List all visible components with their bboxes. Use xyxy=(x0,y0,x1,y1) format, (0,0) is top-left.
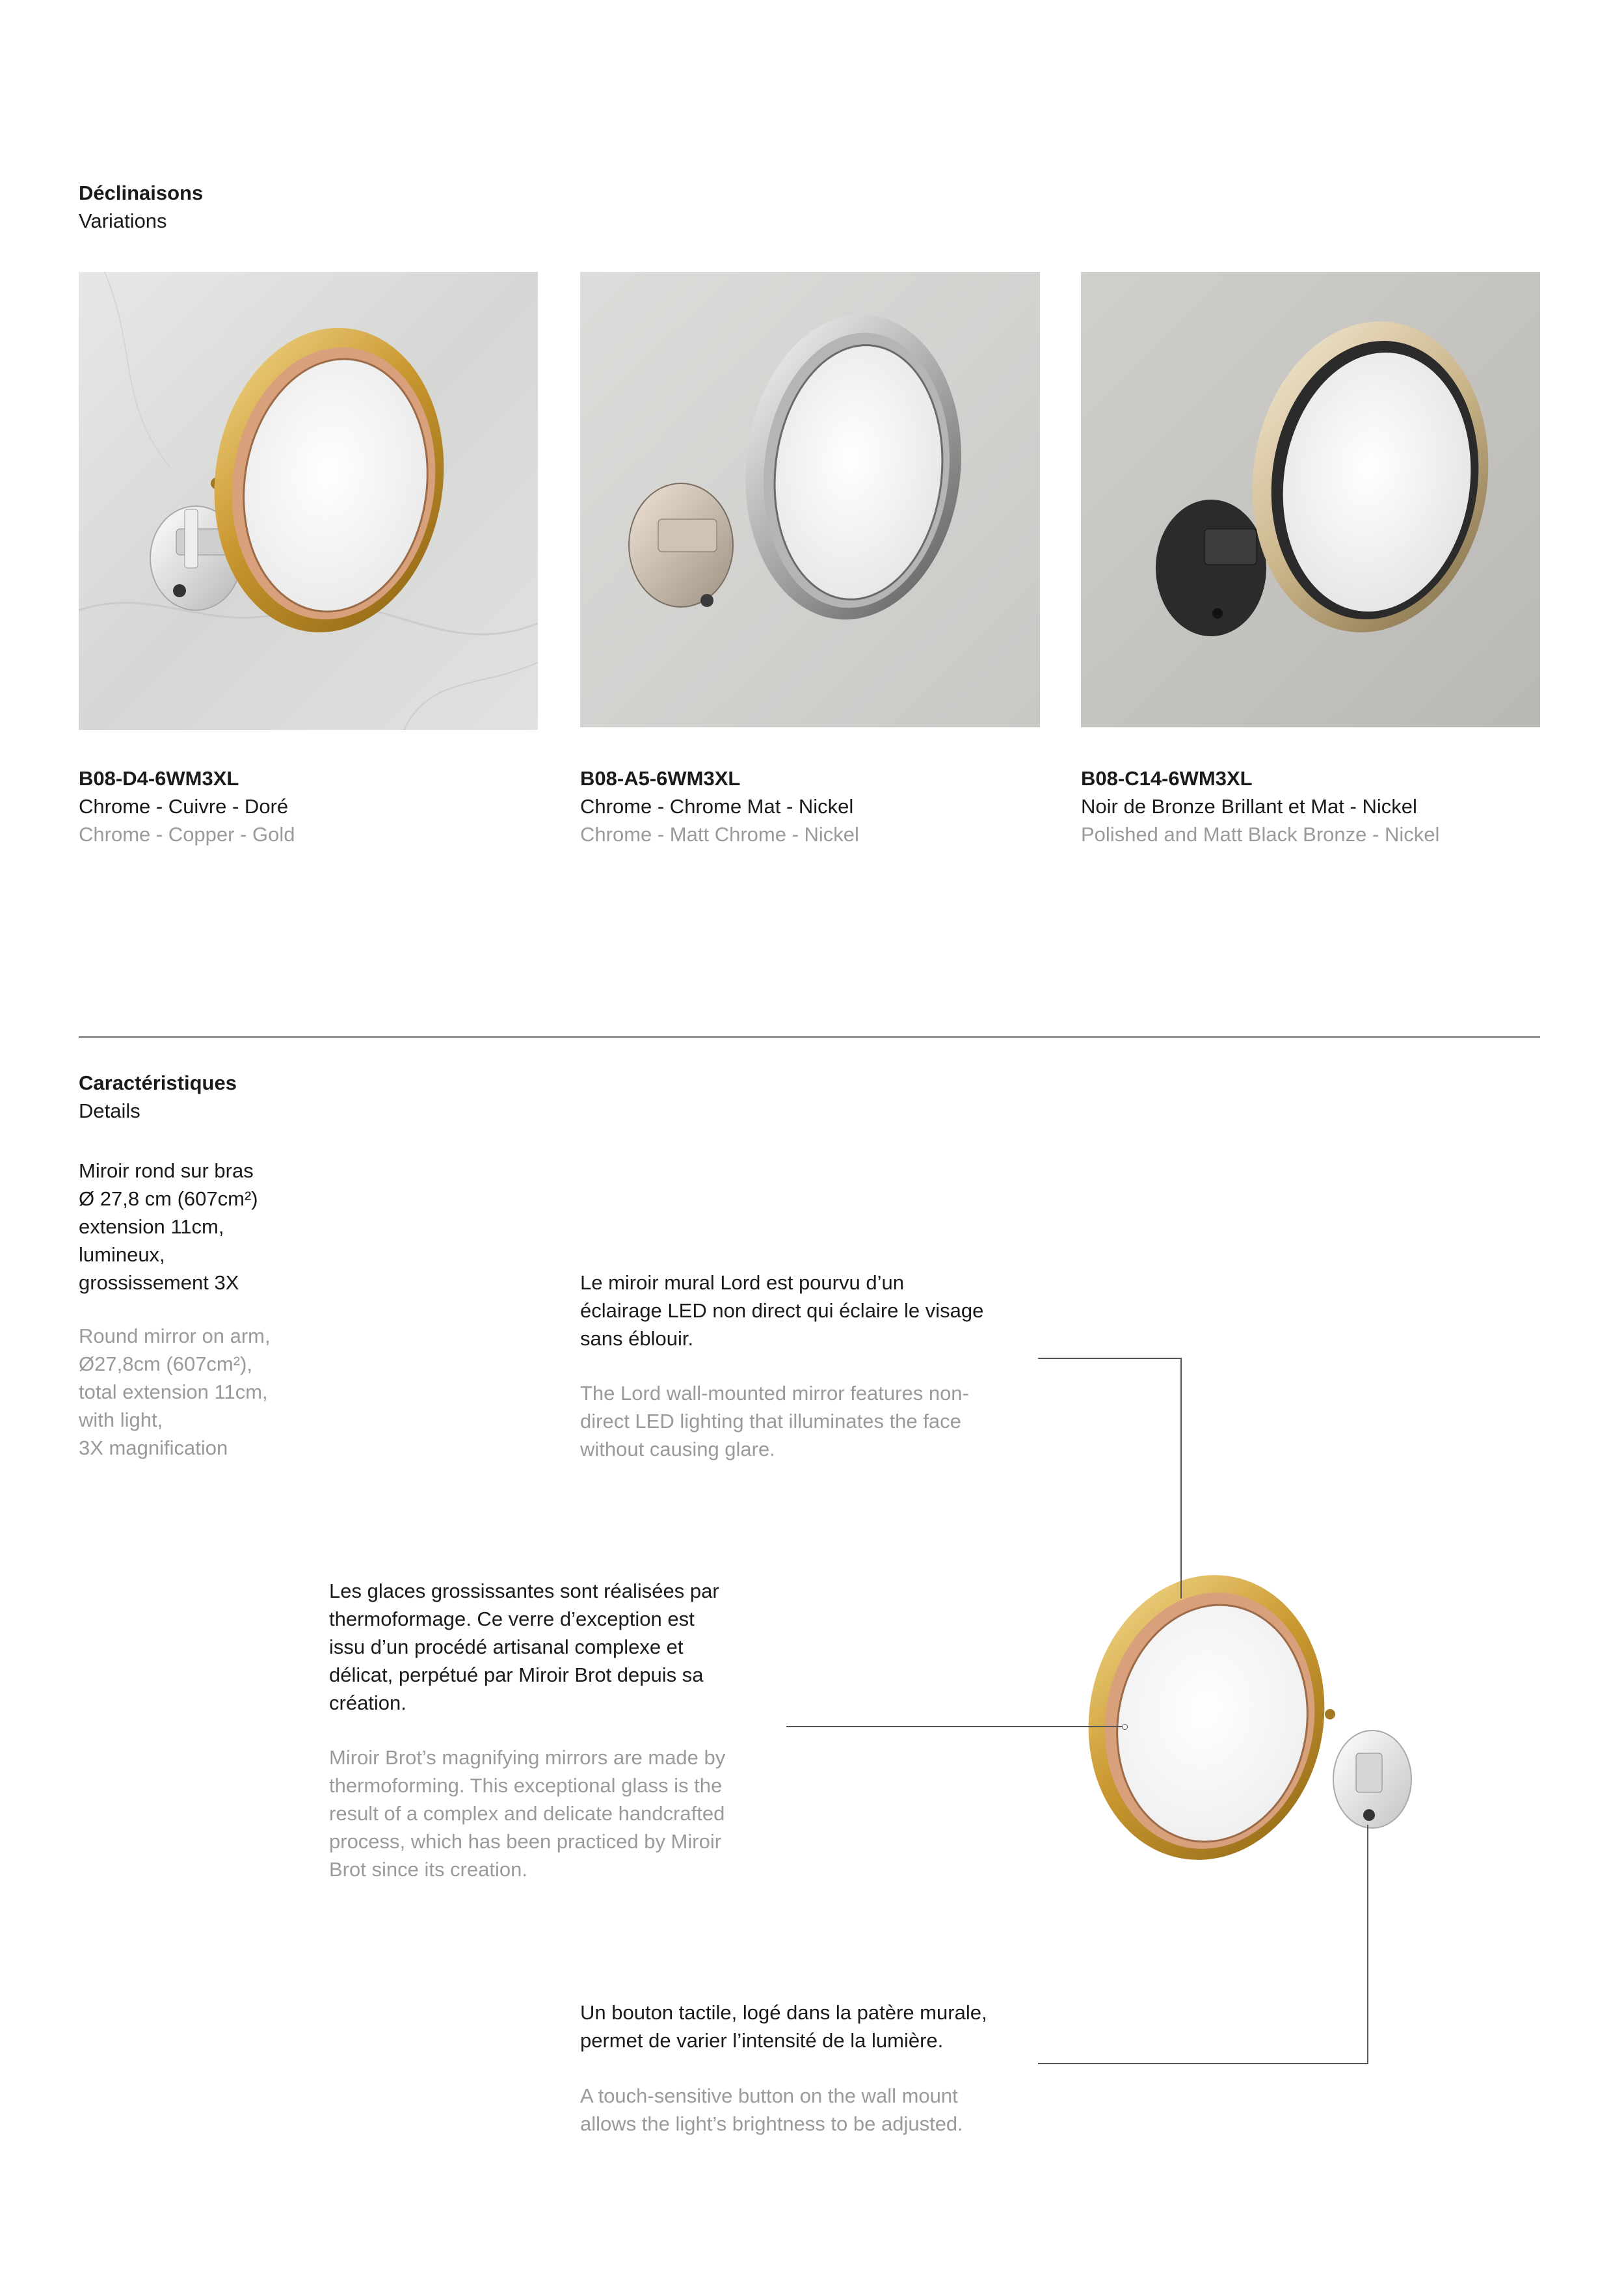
variations-heading-en: Variations xyxy=(79,209,167,232)
spec-text-fr: Miroir rond sur bras Ø 27,8 cm (607cm²) extension 11cm, lumineux, grossissement 3X xyxy=(79,1159,258,1294)
lighting-text-fr: Le miroir mural Lord est pourvu d’un éclairage LED non direct qui éclaire le visage sans éblouir. xyxy=(580,1271,984,1350)
mirror-photo-black-bronze-nickel xyxy=(1081,272,1540,727)
variation-2-name-fr: Chrome - Chrome Mat - Nickel xyxy=(580,795,854,818)
variation-3-code: B08-C14-6WM3XL xyxy=(1081,767,1253,790)
variation-1-code: B08-D4-6WM3XL xyxy=(79,767,239,790)
variations-heading-fr: Déclinaisons xyxy=(79,182,204,204)
variation-2-code: B08-A5-6WM3XL xyxy=(580,767,741,790)
glass-text-en: Miroir Brot’s magnifying mirrors are made by thermoforming. This exceptional glass is the result of a complex and delicate handcrafted process, which has been practiced by Miroir Brot since its creation. xyxy=(329,1746,726,1881)
variation-1-name-fr: Chrome - Cuivre - Doré xyxy=(79,795,289,818)
leader-line-lighting-v xyxy=(1180,1358,1182,1598)
glass-text-fr: Les glaces grossissantes sont réalisées par thermoformage. Ce verre d’exception est issu d’un procédé artisanal complexe et délicat, perpétué par Miroir Brot depuis sa création. xyxy=(329,1580,719,1714)
leader-line-button-h xyxy=(1038,2063,1368,2064)
details-heading-fr: Caractéristiques xyxy=(79,1071,237,1094)
variation-2-name-en: Chrome - Matt Chrome - Nickel xyxy=(580,823,859,846)
section-divider xyxy=(79,1036,1540,1038)
leader-dot-glass xyxy=(1122,1724,1128,1730)
variation-3-name-fr: Noir de Bronze Brillant et Mat - Nickel xyxy=(1081,795,1417,818)
spec-text-en: Round mirror on arm, Ø27,8cm (607cm²), total extension 11cm, with light, 3X magnification xyxy=(79,1325,271,1459)
mirror-photo-chrome-copper-gold xyxy=(79,272,538,730)
mirror-photo-chrome-matt-chrome-nickel xyxy=(580,272,1040,727)
mirror-product-cutout xyxy=(1067,1558,1431,1896)
leader-line-lighting-h xyxy=(1038,1358,1182,1359)
details-heading-en: Details xyxy=(79,1099,140,1122)
leader-line-glass xyxy=(786,1726,1125,1727)
variation-1-name-en: Chrome - Copper - Gold xyxy=(79,823,295,846)
variation-3-name-en: Polished and Matt Black Bronze - Nickel xyxy=(1081,823,1440,846)
leader-line-button-v xyxy=(1367,1825,1368,2064)
lighting-text-en: The Lord wall-mounted mirror features non- direct LED lighting that illuminates the face without causing glare. xyxy=(580,1382,969,1460)
button-text-en: A touch-sensitive button on the wall mount allows the light’s brightness to be adjusted. xyxy=(580,2084,963,2135)
button-text-fr: Un bouton tactile, logé dans la patère murale, permet de varier l’intensité de la lumière. xyxy=(580,2001,987,2052)
